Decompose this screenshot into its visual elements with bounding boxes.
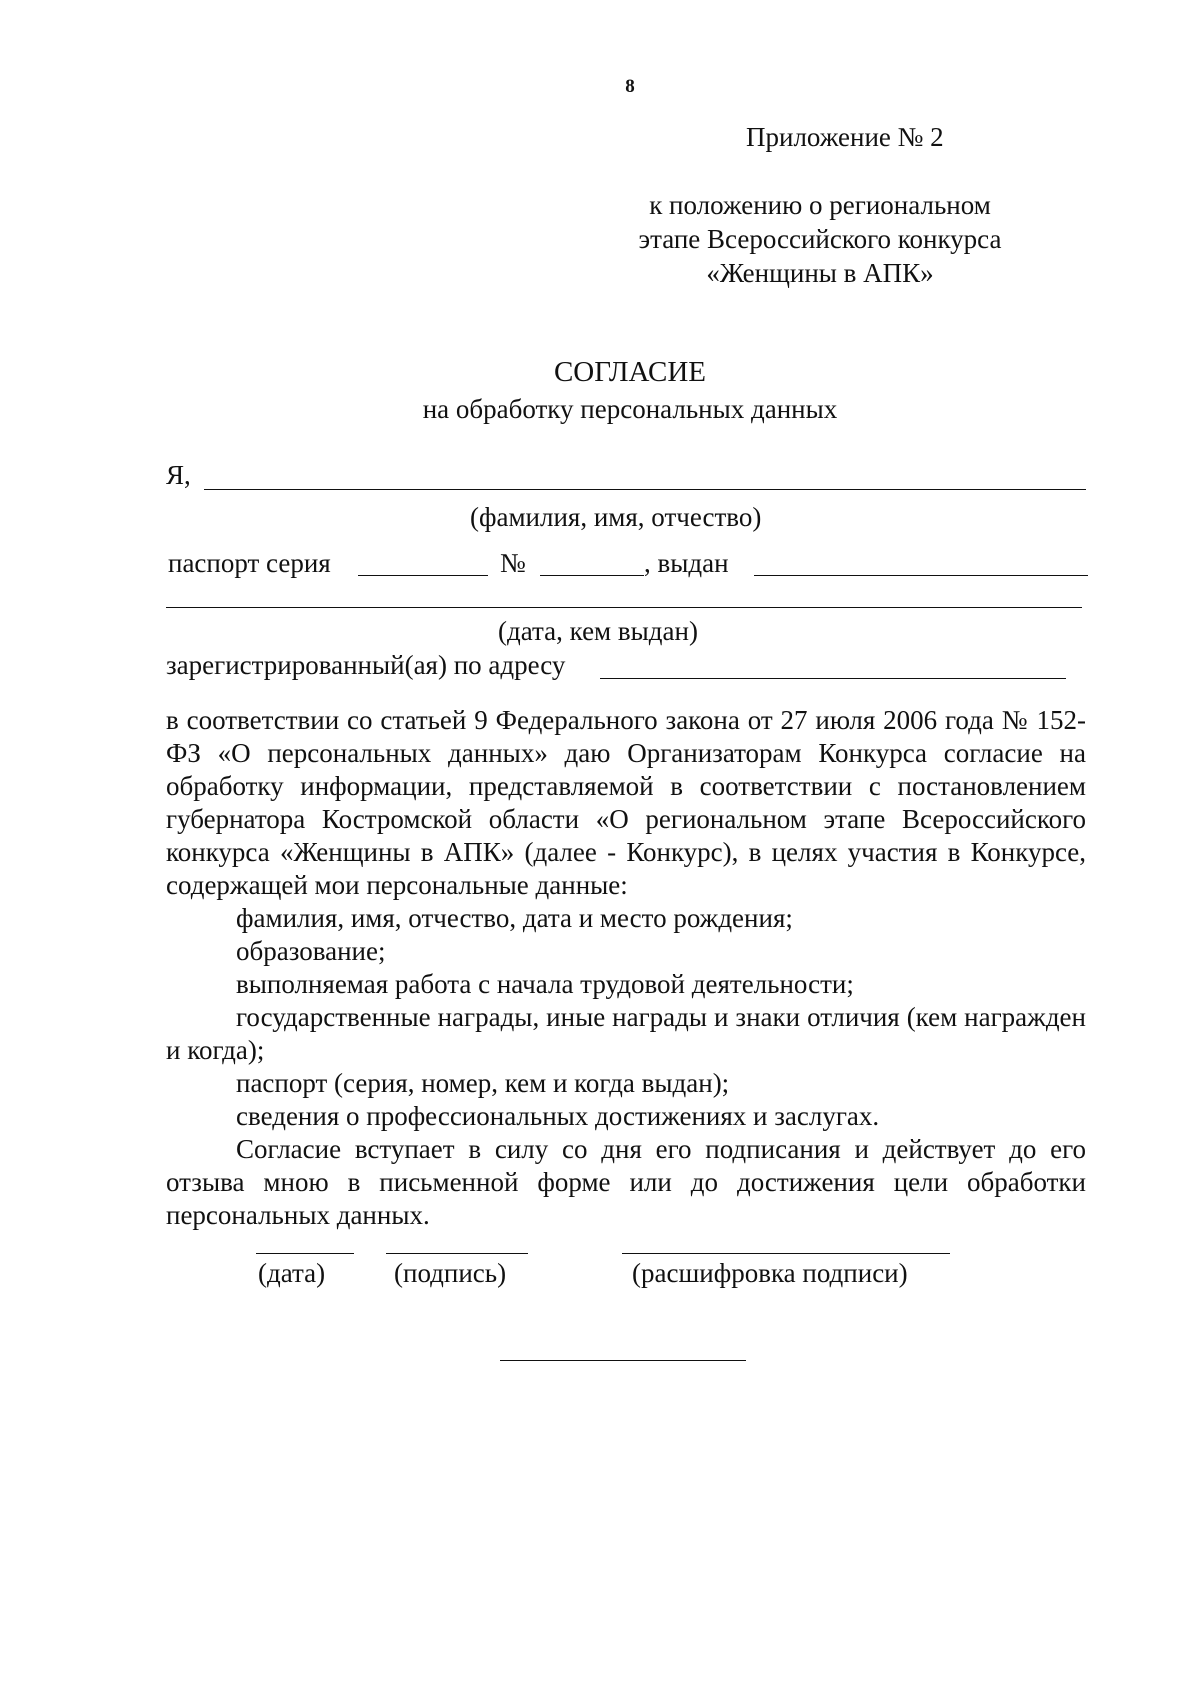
- issued-by-field[interactable]: [754, 575, 1088, 576]
- date-label: (дата): [258, 1258, 326, 1288]
- appendix-line-3: «Женщины в АПК»: [706, 258, 934, 288]
- signature-decode-label: (расшифровка подписи): [632, 1258, 908, 1288]
- fio-field[interactable]: [204, 489, 1086, 490]
- document-title: СОГЛАСИЕ: [553, 356, 707, 388]
- date-field[interactable]: [256, 1253, 354, 1254]
- passport-number-field[interactable]: [540, 575, 644, 576]
- closing-divider: [500, 1360, 746, 1361]
- passport-series-field[interactable]: [358, 575, 488, 576]
- list-item: образование;: [236, 936, 386, 966]
- list-item: выполняемая работа с начала трудовой деятельности;: [236, 969, 854, 999]
- appendix-reference: [600, 188, 1040, 290]
- consent-closing: Согласие вступает в силу со дня его подписания и действует до его отзыва мною в письменной форме или до достижения цели обработки персональных данных.: [166, 1134, 1086, 1230]
- list-item: государственные награды, иные награды и знаки отличия (кем награжден и когда);: [166, 1002, 1086, 1065]
- appendix-title: Приложение № 2: [746, 122, 944, 152]
- consent-intro: в соответствии со статьей 9 Федерального закона от 27 июля 2006 года № 152-ФЗ «О персональных данных» даю Организаторам Конкурса согласие на обработку информации, представляемой в соответствии с постановлением губернатора Костромской области «О региональном этапе Всероссийского конкурса «Женщины в АПК» (далее - Конкурс), в целях участия в Конкурсе, содержащей мои персональные данные:: [166, 705, 1086, 900]
- consent-body: [166, 704, 1086, 1232]
- passport-number-label: №: [500, 548, 526, 578]
- document-subtitle: на обработку персональных данных: [422, 394, 838, 424]
- list-item: паспорт (серия, номер, кем и когда выдан);: [236, 1068, 730, 1098]
- signature-label: (подпись): [394, 1258, 507, 1288]
- appendix-line-1: к положению о региональном: [649, 190, 991, 220]
- appendix-line-2: этапе Всероссийского конкурса: [638, 224, 1002, 254]
- signature-field[interactable]: [386, 1253, 528, 1254]
- i-label: Я,: [166, 460, 191, 490]
- address-field[interactable]: [600, 678, 1066, 679]
- signature-decode-field[interactable]: [622, 1253, 950, 1254]
- passport-series-label: паспорт серия: [168, 548, 331, 578]
- issued-label: , выдан: [644, 548, 729, 578]
- issued-by-field-continued[interactable]: [166, 607, 1082, 608]
- fio-hint: (фамилия, имя, отчество): [470, 502, 762, 532]
- issue-hint: (дата, кем выдан): [498, 616, 698, 646]
- address-label: зарегистрированный(ая) по адресу: [166, 650, 566, 680]
- page-number: 8: [625, 76, 635, 97]
- list-item: фамилия, имя, отчество, дата и место рождения;: [236, 903, 793, 933]
- list-item: сведения о профессиональных достижениях и заслугах.: [236, 1101, 880, 1131]
